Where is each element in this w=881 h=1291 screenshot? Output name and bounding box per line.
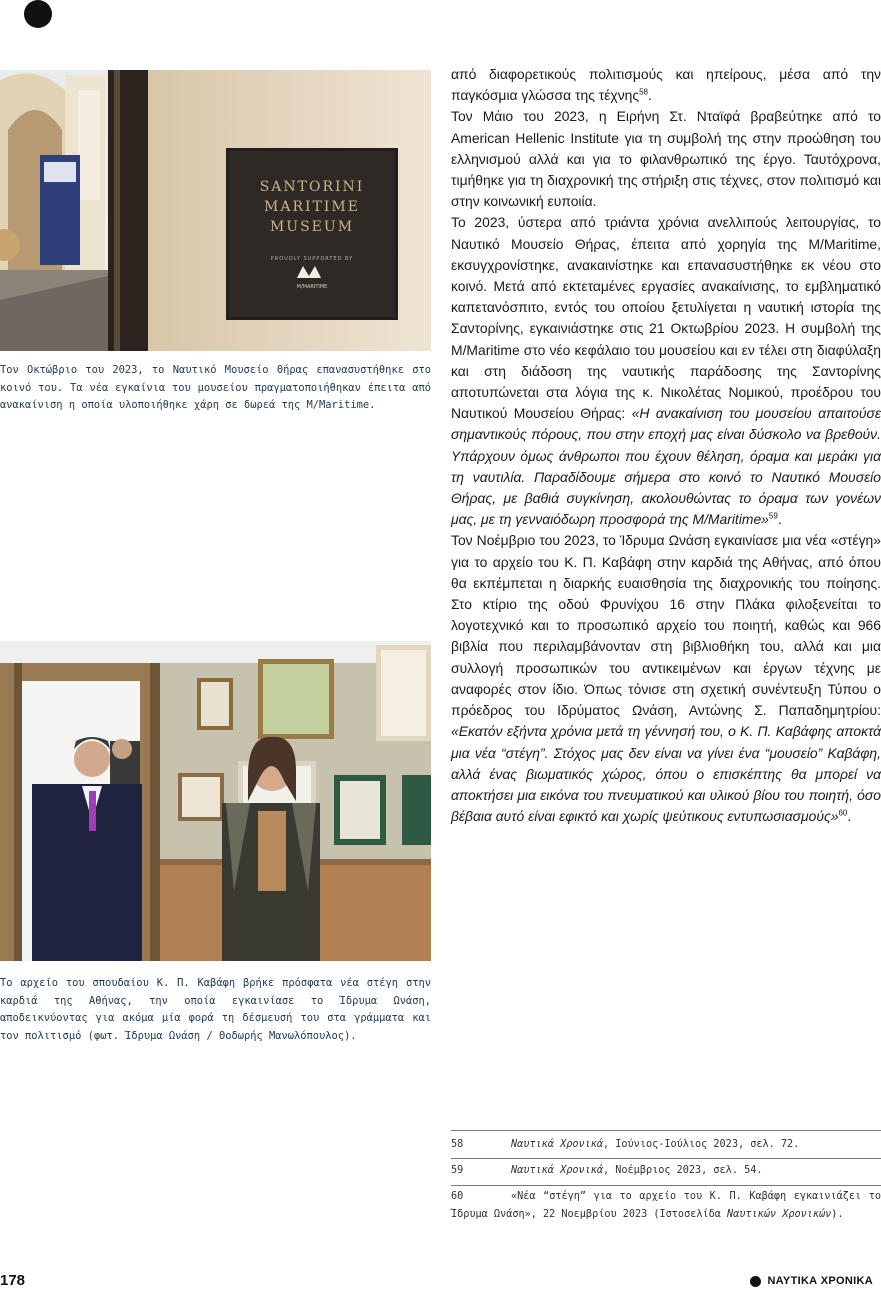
footnote-divider (451, 1130, 881, 1131)
article-paragraph: Τον Νοέμβριο του 2023, το Ίδρυμα Ωνάση εγκαινίασε μια νέα «στέγη» για το αρχείο του Κ. Π. Καβάφη στην καρδιά της Αθήνας, από όπου θα εκπέμπεται η διαρκής ευαισθησία της διαχρονικής του ποίησης. Στο κτίριο της οδού Φρυνίχου 16 στην Πλάκα φιλοξενείται το λογοτεχνικό και το προσωπικό αρχείο του ποιητή, καθώς και 966 βιβλία που περιλαμβάνονταν στη βιβλιοθήκη του, αλλά και μια συλλογή προσωπικών του αντικειμένων και έργων τέχνης με αναφορές στον ίδιο. Όπως τόνισε στη σχετική συνέντευξη Τύπου ο πρόεδρος του Ιδρύματος Ωνάση, Αντώνης Σ. Παπαδημητρίου: «Εκατόν εξήντα χρόνια μετά τη γέννησή του, ο Κ. Π. Καβάφης αποκτά μια νέα “στέγη”. Στόχος μας δεν είναι να γίνει ένα “μουσείο” Καβάφη, αλλά ένας βιωματικός χώρος, όπου ο επισκέπτης θα μπορεί να αποκτήσει μια εικόνα του πνευματικού και υλικού βίου του ποιητή, όσο βέβαια αυτό είναι εφικτό και χωρίς ψεύτικους εντυπωσιασμούς»$^{60}$. (451, 532, 881, 825)
footnote-divider (451, 1158, 881, 1159)
svg-text:M/MARITIME: M/MARITIME (296, 284, 328, 290)
svg-text:PROUDLY SUPPORTED BY: PROUDLY SUPPORTED BY (270, 256, 354, 262)
footnote-ref[interactable]: 58 (639, 87, 648, 97)
footnote-ref[interactable]: 59 (768, 511, 778, 521)
footnote-60: 60 «Νέα “στέγη” για το αρχείο του Κ. Π. Καβάφη εγκαινιάζει το Ίδρυμα Ωνάση», 22 Νοεμβρίου 2023 (Ιστοσελίδα Ναυτικών Χρονικών). (451, 1191, 881, 1220)
footnote-58: 58 Ναυτικά Χρονικά, Ιούνιος-Ιούλιος 2023, σελ. 72. (451, 1139, 800, 1150)
svg-text:MUSEUM: MUSEUM (269, 219, 355, 235)
quote-nomikou: «Η ανακαίνιση του μουσείου απαιτούσε σημαντικούς πόρους, που στην εποχή μας είναι δύσκολο να βρεθούν. Υπάρχουν όμως άνθρωποι που έχουν θέληση, όραμα και μεράκι για τη ναυτιλία. Παραδίδουμε σήμερα στο κοινό το Ναυτικό Μουσείο Θήρας, με βαθιά συγκίνηση, ακολουθώντας το όραμα των γονέων μας, με τη γενναιόδωρη προσφορά της M/Maritime» (451, 405, 881, 528)
footnote-ref[interactable]: 60 (838, 808, 848, 818)
magazine-brand (750, 1275, 873, 1287)
magazine-logo-icon (24, 0, 52, 28)
svg-text:SANTORINI: SANTORINI (259, 179, 365, 195)
svg-text:MARITIME: MARITIME (264, 199, 360, 215)
brand-name: ΝΑΥΤΙΚΑ ΧΡΟΝΙΚΑ (767, 1275, 873, 1287)
footnote-59: 59 Ναυτικά Χρονικά, Νοέμβριος 2023, σελ. 54. (451, 1165, 763, 1176)
brand-logo-icon (750, 1276, 761, 1287)
footnote-divider (451, 1185, 881, 1186)
page-number: 178 (0, 1272, 26, 1289)
article-body (451, 64, 881, 827)
museum-sign-illustration (0, 70, 431, 351)
museum-sign-photo (0, 70, 431, 351)
photo-caption-museum: Τον Οκτώβριο του 2023, το Ναυτικό Μουσείο Θήρας επανασυστήθηκε στο κοινό του. Τα νέα εγκαίνια του μουσείου πραγματοποιήθηκαν έπειτα από ανακαίνιση η οποία υλοποιήθηκε χάρη σε δωρεά της M/Maritime. (0, 364, 431, 411)
photo-caption-cavafy: Το αρχείο του σπουδαίου Κ. Π. Καβάφη βρήκε πρόσφατα νέα στέγη στην καρδιά της Αθήνας, την οποία εγκαινίασε το Ίδρυμα Ωνάση, αποδεικνύοντας για ακόμα μία φορά τη δέσμευσή του στα γράμματα και τον πολιτισμό (φωτ. Ίδρυμα Ωνάση / Θοδωρής Μανωλόπουλος). (0, 977, 431, 1042)
article-paragraph: Τον Μάιο του 2023, η Ειρήνη Στ. Νταϊφά βραβεύτηκε από το American Hellenic Institute για τη συμβολή της στην προώθηση του ελληνισμού αλλά και για το φιλανθρωπικό της έργο. Ταυτόχρονα, τιμήθηκε για τη διαχρονική της στήριξη στις τέχνες, στον πολιτισμό και στην κοινωνική ευποιία. (451, 108, 881, 210)
quote-papadimitriou: «Εκατόν εξήντα χρόνια μετά τη γέννησή του, ο Κ. Π. Καβάφης αποκτά μια νέα “στέγη”. Στόχος μας δεν είναι να γίνει ένα “μουσείο” Καβάφη, αλλά ένας βιωματικός χώρος, όπου ο επισκέπτης θα μπορεί να αποκτήσει μια εικόνα του πνευματικού και υλικού βίου του ποιητή, όσο βέβαια αυτό είναι εφικτό και χωρίς ψεύτικους εντυπωσιασμούς» (451, 723, 881, 825)
cavafy-archive-illustration (0, 641, 431, 961)
article-paragraph: Το 2023, ύστερα από τριάντα χρόνια ανελλιπούς λειτουργίας, το Ναυτικό Μουσείο Θήρας, έπειτα από χορηγία της M/Maritime, εκσυγχρονίστηκε, ανακαινίστηκε και επανασυστήθηκε εκ νέου στο κοινό. Μετά από εκτεταμένες εργασίες ανακαίνισης, το εμβληματικό καπετανόσπιτο, εντός του οποίου ξετυλίγεται η ναυτική ιστορία της Σαντορίνης, εγκαινιάστηκε στις 21 Οκτωβρίου 2023. Η συμβολή της M/Maritime στο νέο κεφάλαιο του μουσείου και εν τέλει στη διαφύλαξη και στη διάδοση της ναυτικής παράδοσης της Σαντορίνης αποτυπώνεται στα λόγια της κ. Νικολέτας Νομικού, προέδρου του Ναυτικού Μουσείου Θήρας: «Η ανακαίνιση του μουσείου απαιτούσε σημαντικούς πόρους, που στην εποχή μας είναι δύσκολο να βρεθούν. Υπάρχουν όμως άνθρωποι που έχουν θέληση, όραμα και μεράκι για τη ναυτιλία. Παραδίδουμε σήμερα στο κοινό το Ναυτικό Μουσείο Θήρας, με βαθιά συγκίνηση, ακολουθώντας το όραμα των γονέων μας, με τη γενναιόδωρη προσφορά της M/Maritime»$^{59}$. (451, 214, 881, 528)
article-paragraph: από διαφορετικούς πολιτισμούς και ηπείρους, μέσα από την παγκόσμια γλώσσα της τέχνης$^{58}$. (451, 66, 881, 104)
cavafy-archive-photo (0, 641, 431, 961)
